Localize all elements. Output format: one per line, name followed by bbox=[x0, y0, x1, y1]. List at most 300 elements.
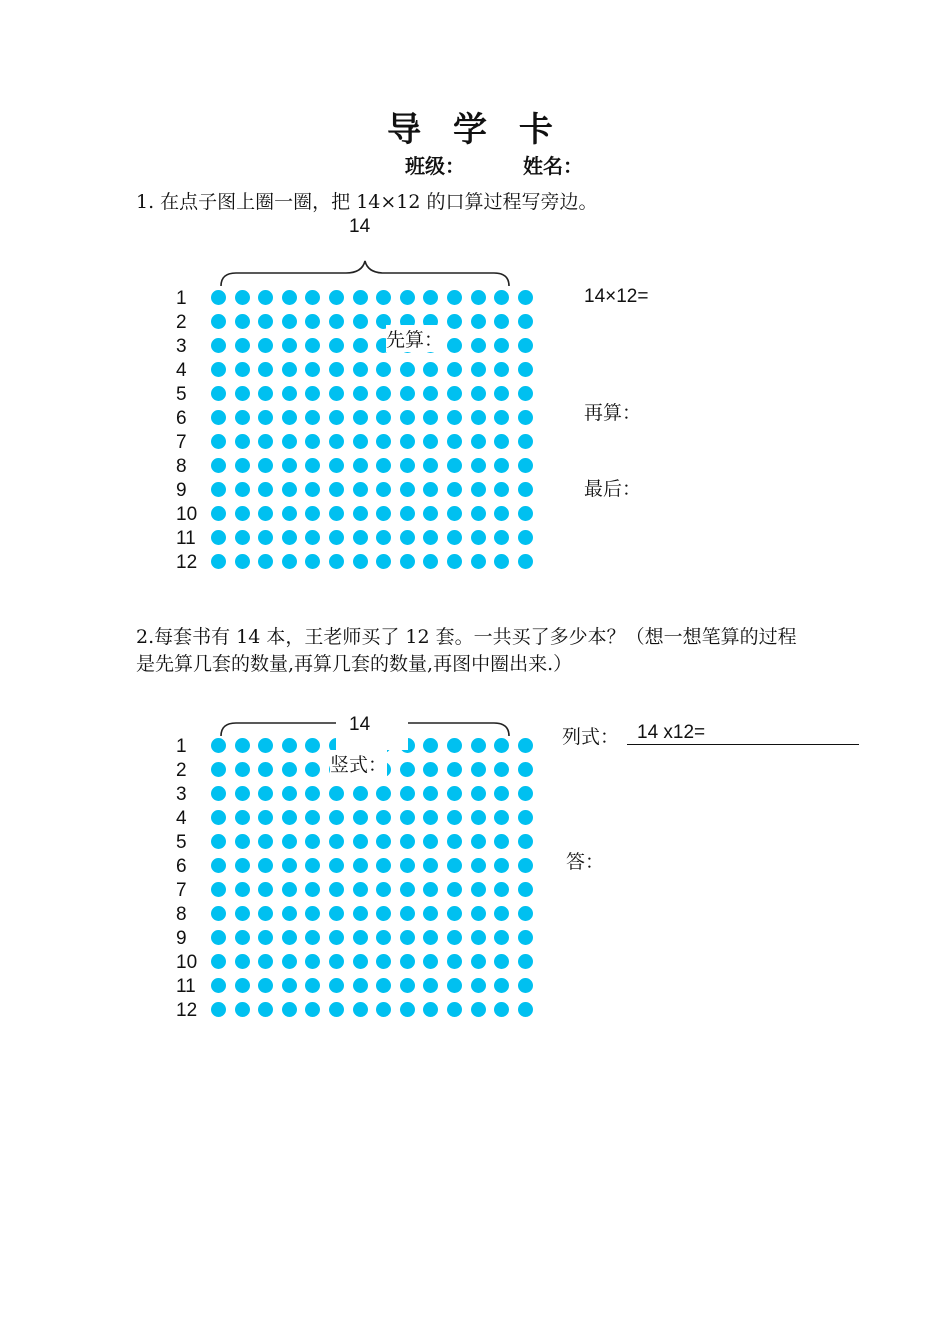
dot[interactable] bbox=[494, 362, 509, 377]
dot[interactable] bbox=[400, 506, 415, 521]
dot[interactable] bbox=[400, 810, 415, 825]
dot[interactable] bbox=[305, 362, 320, 377]
dot[interactable] bbox=[494, 482, 509, 497]
dot[interactable] bbox=[400, 858, 415, 873]
dot[interactable] bbox=[211, 810, 226, 825]
dot[interactable] bbox=[329, 506, 344, 521]
dot[interactable] bbox=[329, 978, 344, 993]
dot[interactable] bbox=[471, 458, 486, 473]
dot[interactable] bbox=[400, 386, 415, 401]
dot[interactable] bbox=[494, 338, 509, 353]
dot[interactable] bbox=[329, 290, 344, 305]
dot[interactable] bbox=[235, 434, 250, 449]
dot[interactable] bbox=[211, 314, 226, 329]
dot[interactable] bbox=[211, 834, 226, 849]
dot[interactable] bbox=[471, 554, 486, 569]
dot[interactable] bbox=[235, 290, 250, 305]
dot[interactable] bbox=[258, 362, 273, 377]
dot[interactable] bbox=[258, 338, 273, 353]
dot[interactable] bbox=[518, 554, 533, 569]
dot[interactable] bbox=[518, 434, 533, 449]
dot[interactable] bbox=[518, 858, 533, 873]
dot[interactable] bbox=[329, 338, 344, 353]
dot[interactable] bbox=[353, 786, 368, 801]
dot[interactable] bbox=[235, 506, 250, 521]
dot[interactable] bbox=[423, 954, 438, 969]
dot[interactable] bbox=[211, 882, 226, 897]
dot[interactable] bbox=[447, 1002, 462, 1017]
dot[interactable] bbox=[400, 978, 415, 993]
dot[interactable] bbox=[518, 1002, 533, 1017]
dot[interactable] bbox=[211, 338, 226, 353]
dot[interactable] bbox=[423, 410, 438, 425]
dot[interactable] bbox=[471, 930, 486, 945]
dot[interactable] bbox=[447, 858, 462, 873]
dot[interactable] bbox=[494, 930, 509, 945]
dot[interactable] bbox=[258, 1002, 273, 1017]
dot[interactable] bbox=[471, 906, 486, 921]
dot[interactable] bbox=[235, 410, 250, 425]
dot[interactable] bbox=[494, 386, 509, 401]
dot[interactable] bbox=[258, 738, 273, 753]
dot[interactable] bbox=[376, 906, 391, 921]
dot[interactable] bbox=[211, 362, 226, 377]
dot[interactable] bbox=[258, 434, 273, 449]
dot[interactable] bbox=[211, 506, 226, 521]
dot[interactable] bbox=[211, 458, 226, 473]
dot[interactable] bbox=[471, 858, 486, 873]
dot[interactable] bbox=[235, 882, 250, 897]
dot[interactable] bbox=[329, 314, 344, 329]
dot[interactable] bbox=[518, 506, 533, 521]
dot[interactable] bbox=[423, 978, 438, 993]
dot[interactable] bbox=[329, 386, 344, 401]
dot[interactable] bbox=[447, 338, 462, 353]
dot[interactable] bbox=[305, 978, 320, 993]
dot[interactable] bbox=[518, 362, 533, 377]
dot[interactable] bbox=[353, 530, 368, 545]
dot[interactable] bbox=[353, 338, 368, 353]
dot[interactable] bbox=[235, 858, 250, 873]
dot[interactable] bbox=[353, 410, 368, 425]
dot[interactable] bbox=[494, 882, 509, 897]
dot[interactable] bbox=[353, 434, 368, 449]
dot[interactable] bbox=[258, 530, 273, 545]
dot[interactable] bbox=[447, 506, 462, 521]
dot[interactable] bbox=[282, 762, 297, 777]
dot[interactable] bbox=[329, 930, 344, 945]
dot[interactable] bbox=[211, 762, 226, 777]
dot[interactable] bbox=[305, 954, 320, 969]
dot[interactable] bbox=[376, 458, 391, 473]
dot[interactable] bbox=[376, 290, 391, 305]
dot[interactable] bbox=[423, 1002, 438, 1017]
dot[interactable] bbox=[447, 482, 462, 497]
dot[interactable] bbox=[235, 482, 250, 497]
dot[interactable] bbox=[305, 434, 320, 449]
dot[interactable] bbox=[305, 1002, 320, 1017]
dot[interactable] bbox=[305, 290, 320, 305]
dot[interactable] bbox=[282, 482, 297, 497]
dot[interactable] bbox=[471, 338, 486, 353]
dot[interactable] bbox=[447, 458, 462, 473]
dot[interactable] bbox=[376, 882, 391, 897]
dot[interactable] bbox=[282, 290, 297, 305]
dot[interactable] bbox=[400, 906, 415, 921]
dot[interactable] bbox=[518, 906, 533, 921]
dot[interactable] bbox=[447, 314, 462, 329]
dot[interactable] bbox=[353, 858, 368, 873]
dot[interactable] bbox=[235, 554, 250, 569]
dot[interactable] bbox=[494, 954, 509, 969]
dot[interactable] bbox=[258, 554, 273, 569]
dot[interactable] bbox=[376, 554, 391, 569]
dot[interactable] bbox=[329, 410, 344, 425]
dot[interactable] bbox=[400, 362, 415, 377]
dot[interactable] bbox=[329, 482, 344, 497]
dot[interactable] bbox=[235, 786, 250, 801]
dot[interactable] bbox=[400, 762, 415, 777]
dot[interactable] bbox=[423, 386, 438, 401]
dot[interactable] bbox=[518, 762, 533, 777]
dot[interactable] bbox=[423, 762, 438, 777]
dot[interactable] bbox=[353, 930, 368, 945]
dot[interactable] bbox=[235, 906, 250, 921]
dot[interactable] bbox=[376, 930, 391, 945]
dot[interactable] bbox=[258, 906, 273, 921]
dot[interactable] bbox=[376, 858, 391, 873]
dot[interactable] bbox=[494, 554, 509, 569]
dot[interactable] bbox=[376, 434, 391, 449]
dot[interactable] bbox=[353, 978, 368, 993]
dot[interactable] bbox=[494, 906, 509, 921]
dot[interactable] bbox=[471, 410, 486, 425]
dot[interactable] bbox=[376, 410, 391, 425]
dot[interactable] bbox=[494, 834, 509, 849]
dot[interactable] bbox=[305, 338, 320, 353]
dot[interactable] bbox=[211, 954, 226, 969]
dot[interactable] bbox=[282, 506, 297, 521]
dot[interactable] bbox=[471, 738, 486, 753]
dot[interactable] bbox=[471, 362, 486, 377]
dot[interactable] bbox=[447, 738, 462, 753]
dot[interactable] bbox=[423, 482, 438, 497]
dot[interactable] bbox=[258, 786, 273, 801]
dot[interactable] bbox=[447, 434, 462, 449]
dot[interactable] bbox=[518, 738, 533, 753]
dot[interactable] bbox=[282, 906, 297, 921]
dot[interactable] bbox=[423, 506, 438, 521]
dot[interactable] bbox=[494, 506, 509, 521]
dot[interactable] bbox=[518, 386, 533, 401]
dot[interactable] bbox=[353, 554, 368, 569]
dot[interactable] bbox=[329, 906, 344, 921]
dot[interactable] bbox=[235, 338, 250, 353]
dot[interactable] bbox=[376, 810, 391, 825]
dot[interactable] bbox=[471, 530, 486, 545]
dot[interactable] bbox=[471, 1002, 486, 1017]
dot[interactable] bbox=[447, 930, 462, 945]
dot[interactable] bbox=[282, 834, 297, 849]
dot[interactable] bbox=[235, 954, 250, 969]
dot[interactable] bbox=[305, 834, 320, 849]
dot[interactable] bbox=[423, 906, 438, 921]
dot[interactable] bbox=[235, 810, 250, 825]
dot[interactable] bbox=[211, 482, 226, 497]
dot[interactable] bbox=[400, 1002, 415, 1017]
dot[interactable] bbox=[353, 882, 368, 897]
dot[interactable] bbox=[329, 858, 344, 873]
dot[interactable] bbox=[518, 410, 533, 425]
dot[interactable] bbox=[423, 434, 438, 449]
dot[interactable] bbox=[400, 554, 415, 569]
dot[interactable] bbox=[235, 386, 250, 401]
dot[interactable] bbox=[494, 458, 509, 473]
dot[interactable] bbox=[258, 858, 273, 873]
dot[interactable] bbox=[400, 434, 415, 449]
dot[interactable] bbox=[258, 954, 273, 969]
dot[interactable] bbox=[423, 810, 438, 825]
dot[interactable] bbox=[447, 290, 462, 305]
dot[interactable] bbox=[447, 362, 462, 377]
dot[interactable] bbox=[258, 762, 273, 777]
dot[interactable] bbox=[258, 290, 273, 305]
dot[interactable] bbox=[447, 554, 462, 569]
dot[interactable] bbox=[518, 482, 533, 497]
dot[interactable] bbox=[447, 882, 462, 897]
dot[interactable] bbox=[211, 434, 226, 449]
dot[interactable] bbox=[235, 978, 250, 993]
dot[interactable] bbox=[471, 810, 486, 825]
dot[interactable] bbox=[258, 386, 273, 401]
dot[interactable] bbox=[494, 314, 509, 329]
dot[interactable] bbox=[518, 810, 533, 825]
dot[interactable] bbox=[353, 834, 368, 849]
dot[interactable] bbox=[329, 530, 344, 545]
dot[interactable] bbox=[258, 506, 273, 521]
dot[interactable] bbox=[305, 386, 320, 401]
dot[interactable] bbox=[400, 458, 415, 473]
dot[interactable] bbox=[447, 834, 462, 849]
dot[interactable] bbox=[518, 530, 533, 545]
dot[interactable] bbox=[518, 882, 533, 897]
dot[interactable] bbox=[282, 858, 297, 873]
dot[interactable] bbox=[282, 882, 297, 897]
dot[interactable] bbox=[282, 362, 297, 377]
dot[interactable] bbox=[211, 930, 226, 945]
dot[interactable] bbox=[235, 530, 250, 545]
dot[interactable] bbox=[353, 458, 368, 473]
dot[interactable] bbox=[447, 386, 462, 401]
dot[interactable] bbox=[423, 458, 438, 473]
dot[interactable] bbox=[258, 314, 273, 329]
dot[interactable] bbox=[305, 858, 320, 873]
dot[interactable] bbox=[211, 410, 226, 425]
dot[interactable] bbox=[282, 554, 297, 569]
dot[interactable] bbox=[329, 1002, 344, 1017]
dot[interactable] bbox=[494, 810, 509, 825]
dot[interactable] bbox=[305, 554, 320, 569]
dot[interactable] bbox=[400, 930, 415, 945]
dot[interactable] bbox=[211, 738, 226, 753]
dot[interactable] bbox=[305, 906, 320, 921]
dot[interactable] bbox=[376, 362, 391, 377]
dot[interactable] bbox=[305, 506, 320, 521]
dot[interactable] bbox=[329, 834, 344, 849]
dot[interactable] bbox=[447, 410, 462, 425]
dot[interactable] bbox=[400, 882, 415, 897]
dot[interactable] bbox=[353, 386, 368, 401]
dot[interactable] bbox=[305, 410, 320, 425]
dot[interactable] bbox=[423, 530, 438, 545]
dot[interactable] bbox=[471, 386, 486, 401]
dot[interactable] bbox=[494, 786, 509, 801]
dot[interactable] bbox=[353, 290, 368, 305]
dot[interactable] bbox=[494, 290, 509, 305]
dot[interactable] bbox=[423, 930, 438, 945]
dot[interactable] bbox=[282, 458, 297, 473]
dot[interactable] bbox=[471, 506, 486, 521]
dot[interactable] bbox=[447, 906, 462, 921]
dot[interactable] bbox=[494, 530, 509, 545]
dot[interactable] bbox=[211, 906, 226, 921]
dot[interactable] bbox=[258, 410, 273, 425]
dot[interactable] bbox=[471, 978, 486, 993]
dot[interactable] bbox=[423, 882, 438, 897]
dot[interactable] bbox=[353, 314, 368, 329]
dot[interactable] bbox=[258, 978, 273, 993]
dot[interactable] bbox=[353, 1002, 368, 1017]
dot[interactable] bbox=[518, 834, 533, 849]
dot[interactable] bbox=[376, 954, 391, 969]
dot[interactable] bbox=[305, 530, 320, 545]
dot[interactable] bbox=[518, 338, 533, 353]
dot[interactable] bbox=[258, 458, 273, 473]
dot[interactable] bbox=[400, 482, 415, 497]
dot[interactable] bbox=[353, 906, 368, 921]
dot[interactable] bbox=[376, 978, 391, 993]
dot[interactable] bbox=[282, 386, 297, 401]
dot[interactable] bbox=[258, 882, 273, 897]
dot[interactable] bbox=[471, 762, 486, 777]
dot[interactable] bbox=[305, 314, 320, 329]
dot[interactable] bbox=[494, 1002, 509, 1017]
dot[interactable] bbox=[305, 762, 320, 777]
dot[interactable] bbox=[211, 386, 226, 401]
dot[interactable] bbox=[423, 554, 438, 569]
dot[interactable] bbox=[376, 786, 391, 801]
dot[interactable] bbox=[329, 954, 344, 969]
dot[interactable] bbox=[329, 882, 344, 897]
dot[interactable] bbox=[305, 738, 320, 753]
dot[interactable] bbox=[447, 978, 462, 993]
dot[interactable] bbox=[423, 362, 438, 377]
dot[interactable] bbox=[211, 554, 226, 569]
dot[interactable] bbox=[258, 810, 273, 825]
dot[interactable] bbox=[447, 786, 462, 801]
dot[interactable] bbox=[376, 834, 391, 849]
dot[interactable] bbox=[494, 434, 509, 449]
dot[interactable] bbox=[353, 482, 368, 497]
dot[interactable] bbox=[329, 810, 344, 825]
dot[interactable] bbox=[305, 882, 320, 897]
dot[interactable] bbox=[400, 530, 415, 545]
dot[interactable] bbox=[282, 314, 297, 329]
dot[interactable] bbox=[400, 834, 415, 849]
dot[interactable] bbox=[211, 530, 226, 545]
dot[interactable] bbox=[376, 530, 391, 545]
dot[interactable] bbox=[305, 810, 320, 825]
dot[interactable] bbox=[305, 930, 320, 945]
dot[interactable] bbox=[353, 506, 368, 521]
dot[interactable] bbox=[235, 930, 250, 945]
dot[interactable] bbox=[282, 1002, 297, 1017]
dot[interactable] bbox=[518, 978, 533, 993]
dot[interactable] bbox=[235, 1002, 250, 1017]
dot[interactable] bbox=[447, 762, 462, 777]
dot[interactable] bbox=[471, 834, 486, 849]
dot[interactable] bbox=[447, 530, 462, 545]
dot[interactable] bbox=[471, 314, 486, 329]
dot[interactable] bbox=[235, 762, 250, 777]
dot[interactable] bbox=[518, 290, 533, 305]
dot[interactable] bbox=[471, 954, 486, 969]
dot[interactable] bbox=[471, 882, 486, 897]
dot[interactable] bbox=[494, 858, 509, 873]
dot[interactable] bbox=[329, 362, 344, 377]
dot[interactable] bbox=[282, 410, 297, 425]
dot[interactable] bbox=[282, 338, 297, 353]
dot[interactable] bbox=[305, 786, 320, 801]
dot[interactable] bbox=[235, 458, 250, 473]
dot[interactable] bbox=[518, 954, 533, 969]
dot[interactable] bbox=[282, 954, 297, 969]
dot[interactable] bbox=[329, 434, 344, 449]
q2-formula-answer-line[interactable]: 14 x12= bbox=[627, 722, 859, 745]
dot[interactable] bbox=[353, 810, 368, 825]
dot[interactable] bbox=[400, 954, 415, 969]
dot[interactable] bbox=[423, 290, 438, 305]
dot[interactable] bbox=[447, 810, 462, 825]
dot[interactable] bbox=[258, 834, 273, 849]
dot[interactable] bbox=[282, 434, 297, 449]
dot[interactable] bbox=[423, 738, 438, 753]
dot[interactable] bbox=[518, 930, 533, 945]
dot[interactable] bbox=[518, 458, 533, 473]
dot[interactable] bbox=[235, 362, 250, 377]
dot[interactable] bbox=[494, 762, 509, 777]
dot[interactable] bbox=[211, 290, 226, 305]
dot[interactable] bbox=[282, 930, 297, 945]
dot[interactable] bbox=[235, 314, 250, 329]
dot[interactable] bbox=[211, 1002, 226, 1017]
dot[interactable] bbox=[376, 482, 391, 497]
dot[interactable] bbox=[518, 786, 533, 801]
dot[interactable] bbox=[471, 290, 486, 305]
dot[interactable] bbox=[471, 434, 486, 449]
dot[interactable] bbox=[423, 834, 438, 849]
dot[interactable] bbox=[423, 858, 438, 873]
dot[interactable] bbox=[423, 786, 438, 801]
dot[interactable] bbox=[305, 458, 320, 473]
dot[interactable] bbox=[211, 978, 226, 993]
dot[interactable] bbox=[376, 506, 391, 521]
dot[interactable] bbox=[353, 954, 368, 969]
dot[interactable] bbox=[494, 738, 509, 753]
dot[interactable] bbox=[211, 786, 226, 801]
dot[interactable] bbox=[376, 386, 391, 401]
dot[interactable] bbox=[282, 530, 297, 545]
